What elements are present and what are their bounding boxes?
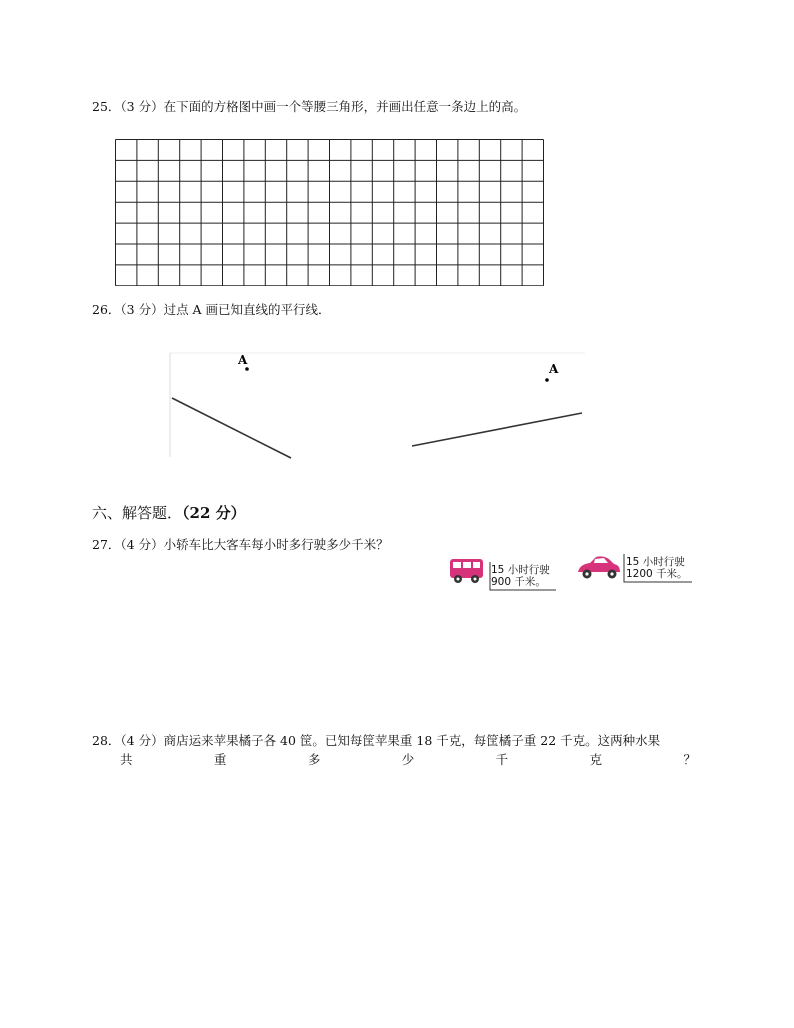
car-note-pointer [618, 552, 698, 592]
q28-char: 千 [495, 752, 509, 767]
question-28-continuation [92, 750, 696, 768]
bus-icon [448, 555, 488, 587]
bus-note-line1: 15 小时行驶 [491, 564, 550, 576]
q28-char: 共 [120, 752, 133, 767]
question-25: 25．（3 分）在下面的方格图中画一个等腰三角形，并画出任意一条边上的高。 [92, 99, 527, 114]
question-28: 28．（4 分）商店运来苹果橘子各 40 筐。已知每筐苹果重 18 千克，每筐橘子重 22 千克。这两种水果 [92, 733, 661, 748]
parallel-line-figure [160, 345, 590, 465]
square-grid [115, 139, 545, 286]
q28-char: 克 [589, 752, 603, 767]
section-six-label: 六、解答题． [92, 504, 183, 522]
section-six-points: （22 分） [182, 504, 246, 522]
car-icon [574, 552, 624, 584]
q28-char: 少 [401, 752, 415, 767]
point-label-a-left: A [238, 353, 248, 367]
point-a-right [545, 378, 549, 382]
car-note-line2: 1200 千米。 [626, 568, 688, 580]
question-26: 26．（3 分）过点 A 画已知直线的平行线． [92, 302, 331, 317]
point-label-a-right: A [549, 362, 559, 376]
given-line-left [172, 398, 291, 458]
question-27: 27．（4 分）小轿车比大客车每小时多行驶多少千米？ [92, 537, 389, 552]
bus-note-pointer [484, 560, 564, 600]
q28-char: 多 [307, 752, 321, 767]
q28-char: 重 [213, 752, 227, 767]
car-note-line1: 15 小时行驶 [626, 556, 685, 568]
given-line-right [412, 413, 582, 446]
section-six-title [92, 502, 246, 523]
point-a-left [245, 367, 249, 371]
q28-char: ？ [683, 752, 696, 767]
bus-note-line2: 900 千米。 [491, 576, 546, 588]
